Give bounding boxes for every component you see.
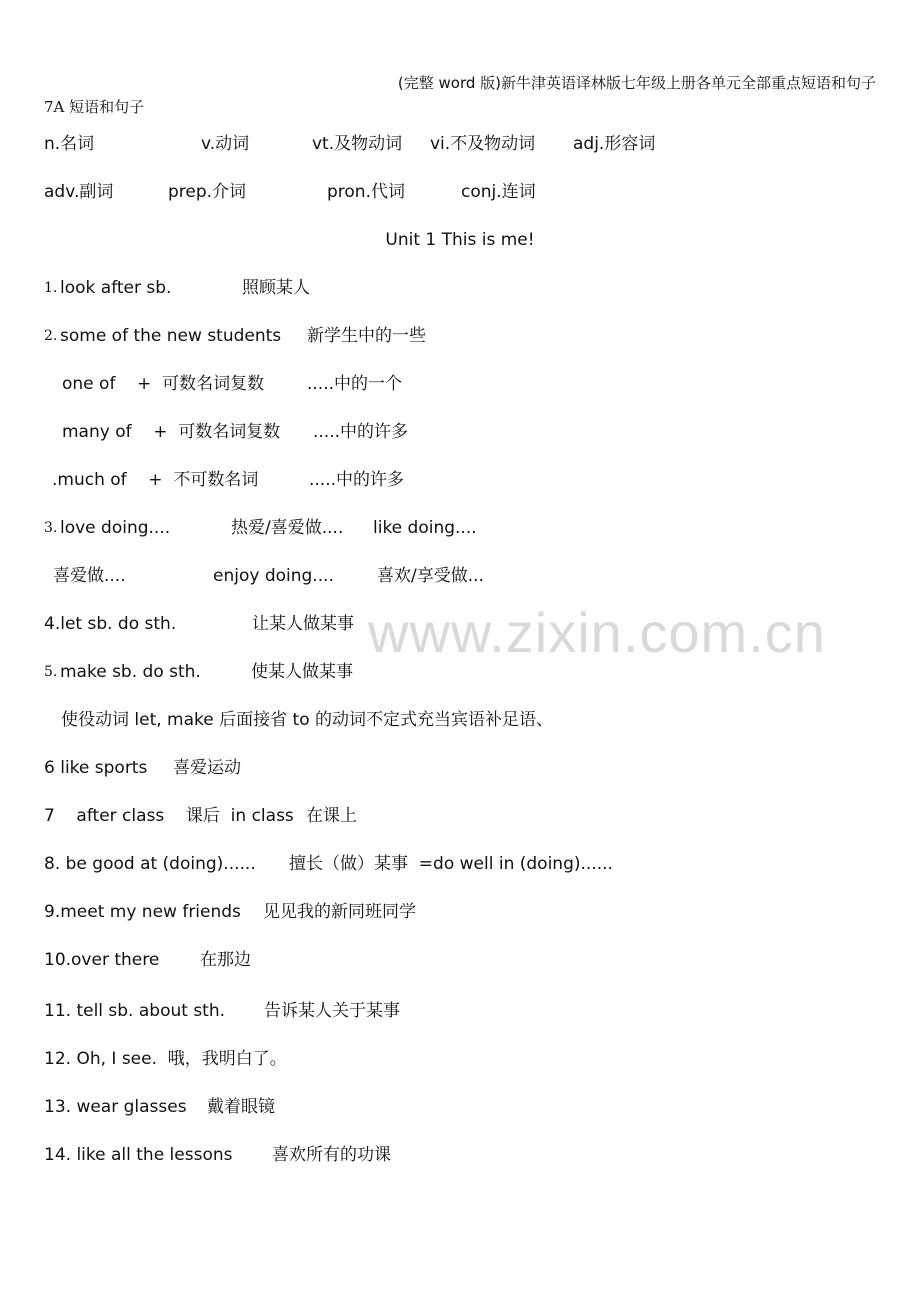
abbr-intransitive-verb: vi.不及物动词 (430, 134, 536, 154)
item-chinese: 在课上 (306, 806, 357, 826)
item-english: 7 after class 课后 in class (44, 806, 294, 826)
item-extra: 喜欢/享受做... (377, 566, 484, 586)
item-number: 3. (44, 520, 58, 536)
item-english: 10.over there (44, 950, 160, 970)
item-english: 4.let sb. do sth. (44, 614, 177, 634)
item-english: 6 like sports (44, 758, 148, 778)
item-english: one of + 可数名词复数 (62, 374, 265, 394)
item-number: 2. (44, 328, 58, 344)
item-english: .much of + 不可数名词 (52, 470, 259, 490)
item-english: 13. wear glasses (44, 1097, 187, 1117)
abbr-transitive-verb: vt.及物动词 (312, 134, 403, 154)
item-chinese: .....中的一个 (307, 374, 403, 394)
item-chinese: 见见我的新同班同学 (263, 902, 416, 922)
item-chinese: .....中的许多 (313, 422, 409, 442)
item-chinese: 新学生中的一些 (307, 326, 426, 346)
item-chinese: 使某人做某事 (251, 662, 353, 682)
item-chinese: .....中的许多 (309, 470, 405, 490)
document-title: 7A 短语和句子 (44, 98, 145, 116)
item-english: 14. like all the lessons (44, 1145, 233, 1165)
item-chinese: 在那边 (200, 950, 251, 970)
abbr-adjective: adj.形容词 (573, 134, 656, 154)
item-number: 1. (44, 280, 58, 296)
item-chinese: 热爱/喜爱做.... (231, 518, 344, 538)
abbr-verb: v.动词 (201, 134, 250, 154)
item-english: some of the new students (60, 326, 282, 346)
item-chinese: 喜爱运动 (173, 758, 241, 778)
item-chinese: 喜欢所有的功课 (272, 1145, 391, 1165)
item-chinese: 擅长（做）某事 =do well in (doing)...... (289, 854, 613, 874)
item-chinese: enjoy doing.... (213, 566, 334, 586)
item-chinese: 让某人做某事 (252, 614, 354, 634)
item-extra: like doing.... (373, 518, 477, 538)
list-item (44, 1145, 391, 1225)
item-english: look after sb. (60, 278, 172, 298)
item-english: make sb. do sth. (60, 662, 201, 682)
abbr-adverb: adv.副词 (44, 182, 114, 202)
watermark: www.zixin.com.cn (368, 601, 826, 664)
abbr-conjunction: conj.连词 (461, 182, 536, 202)
item-chinese: 照顾某人 (242, 278, 310, 298)
abbr-pronoun: pron.代词 (327, 182, 405, 202)
abbr-preposition: prep.介词 (168, 182, 247, 202)
item-english: 喜爱做.... (53, 566, 126, 586)
item-number: 5. (44, 664, 58, 680)
item-chinese: 告诉某人关于某事 (264, 1001, 400, 1021)
item-english: many of + 可数名词复数 (62, 422, 281, 442)
unit-title: Unit 1 This is me! (385, 230, 535, 250)
item-note: 使役动词 let, make 后面接省 to 的动词不定式充当宾语补足语、 (61, 710, 554, 730)
item-chinese: 戴着眼镜 (207, 1097, 275, 1117)
item-english: love doing.... (60, 518, 171, 538)
item-english: 11. tell sb. about sth. (44, 1001, 226, 1021)
document-header: (完整 word 版)新牛津英语译林版七年级上册各单元全部重点短语和句子 (397, 74, 876, 92)
item-english: 8. be good at (doing)...... (44, 854, 256, 874)
item-english: 9.meet my new friends (44, 902, 241, 922)
abbr-noun: n.名词 (44, 134, 95, 154)
item-english: 12. Oh, I see. 哦，我明白了。 (44, 1049, 287, 1069)
